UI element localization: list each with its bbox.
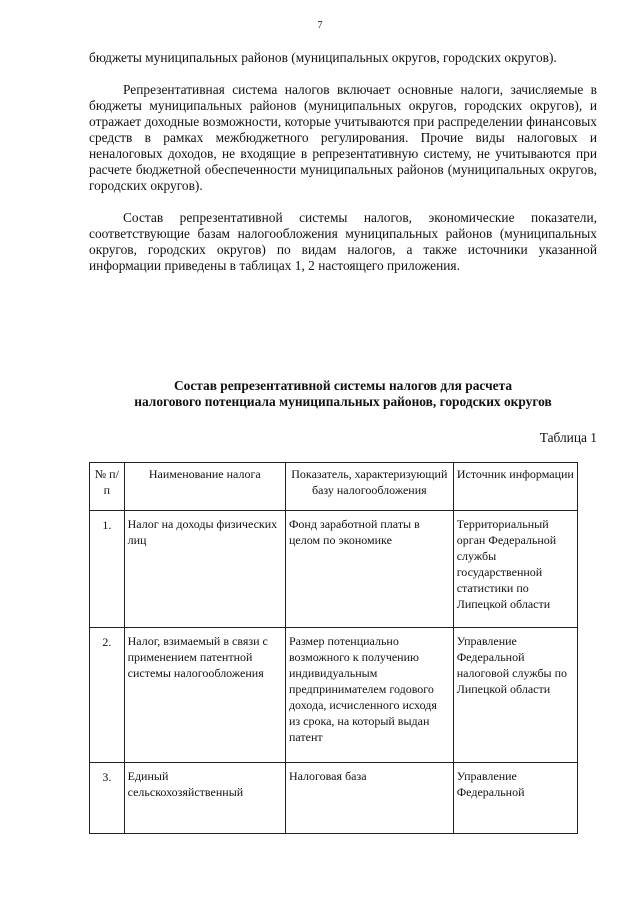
row-num: 1. bbox=[90, 511, 125, 628]
row-num: 2. bbox=[90, 628, 125, 763]
row-source: Управление Федеральной налоговой службы по Липецкой области bbox=[453, 628, 577, 763]
row-source: Управление Федеральной bbox=[453, 763, 577, 834]
paragraph-3: Состав репрезентативной системы налогов, экономические показатели, соответствующие базам налогообложения муниципальных районов (муниципальных округов, городских округов) по видам налогов, а также источники указанной информации приведены в таблицах 1, 2 настоящего приложения. bbox=[89, 210, 597, 273]
table-caption: Таблица 1 bbox=[539, 430, 597, 445]
table-row bbox=[90, 511, 578, 628]
header-source: Источник информации bbox=[453, 463, 577, 511]
row-source: Территориальный орган Федеральной службы государственной статистики по Липецкой области bbox=[453, 511, 577, 628]
row-indicator: Размер потенциально возможного к получению индивидуальным предпринимателем годового дохода, исчисленного исходя из срока, на который выдан патент bbox=[285, 628, 453, 763]
table-row bbox=[90, 763, 578, 834]
row-tax-name: Налог на доходы физических лиц bbox=[124, 511, 285, 628]
table-row bbox=[90, 628, 578, 763]
row-tax-name: Единый сельскохозяйственный bbox=[124, 763, 285, 834]
table-title-line-2: налогового потенциала муниципальных районов, городских округов bbox=[134, 394, 552, 409]
table-header-row bbox=[90, 463, 578, 511]
table-title bbox=[89, 378, 597, 410]
row-num: 3. bbox=[90, 763, 125, 834]
row-indicator: Фонд заработной платы в целом по экономике bbox=[285, 511, 453, 628]
header-indicator: Показатель, характеризующий базу налогообложения bbox=[285, 463, 453, 511]
header-tax-name: Наименование налога bbox=[124, 463, 285, 511]
header-num: № п/п bbox=[90, 463, 125, 511]
table-title-line-1: Состав репрезентативной системы налогов для расчета bbox=[173, 378, 513, 393]
row-indicator: Налоговая база bbox=[285, 763, 453, 834]
representative-tax-table bbox=[89, 462, 578, 834]
body-text bbox=[89, 50, 597, 290]
row-tax-name: Налог, взимаемый в связи с применением патентной системы налогообложения bbox=[124, 628, 285, 763]
paragraph-2: Репрезентативная система налогов включает основные налоги, зачисляемые в бюджеты муниципальных районов (муниципальных округов, городских округов), и отражает доходные возможности, которые учитываются при распределении финансовых средств в рамках межбюджетного регулирования. Прочие виды налоговых и неналоговых доходов, не входящие в репрезентативную систему, не учитываются при расчете бюджетной обеспеченности муниципальных районов (муниципальных округов, городских округов). bbox=[89, 82, 597, 193]
page-number: 7 bbox=[317, 20, 323, 31]
paragraph-1: бюджеты муниципальных районов (муниципальных округов, городских округов). bbox=[89, 50, 557, 65]
